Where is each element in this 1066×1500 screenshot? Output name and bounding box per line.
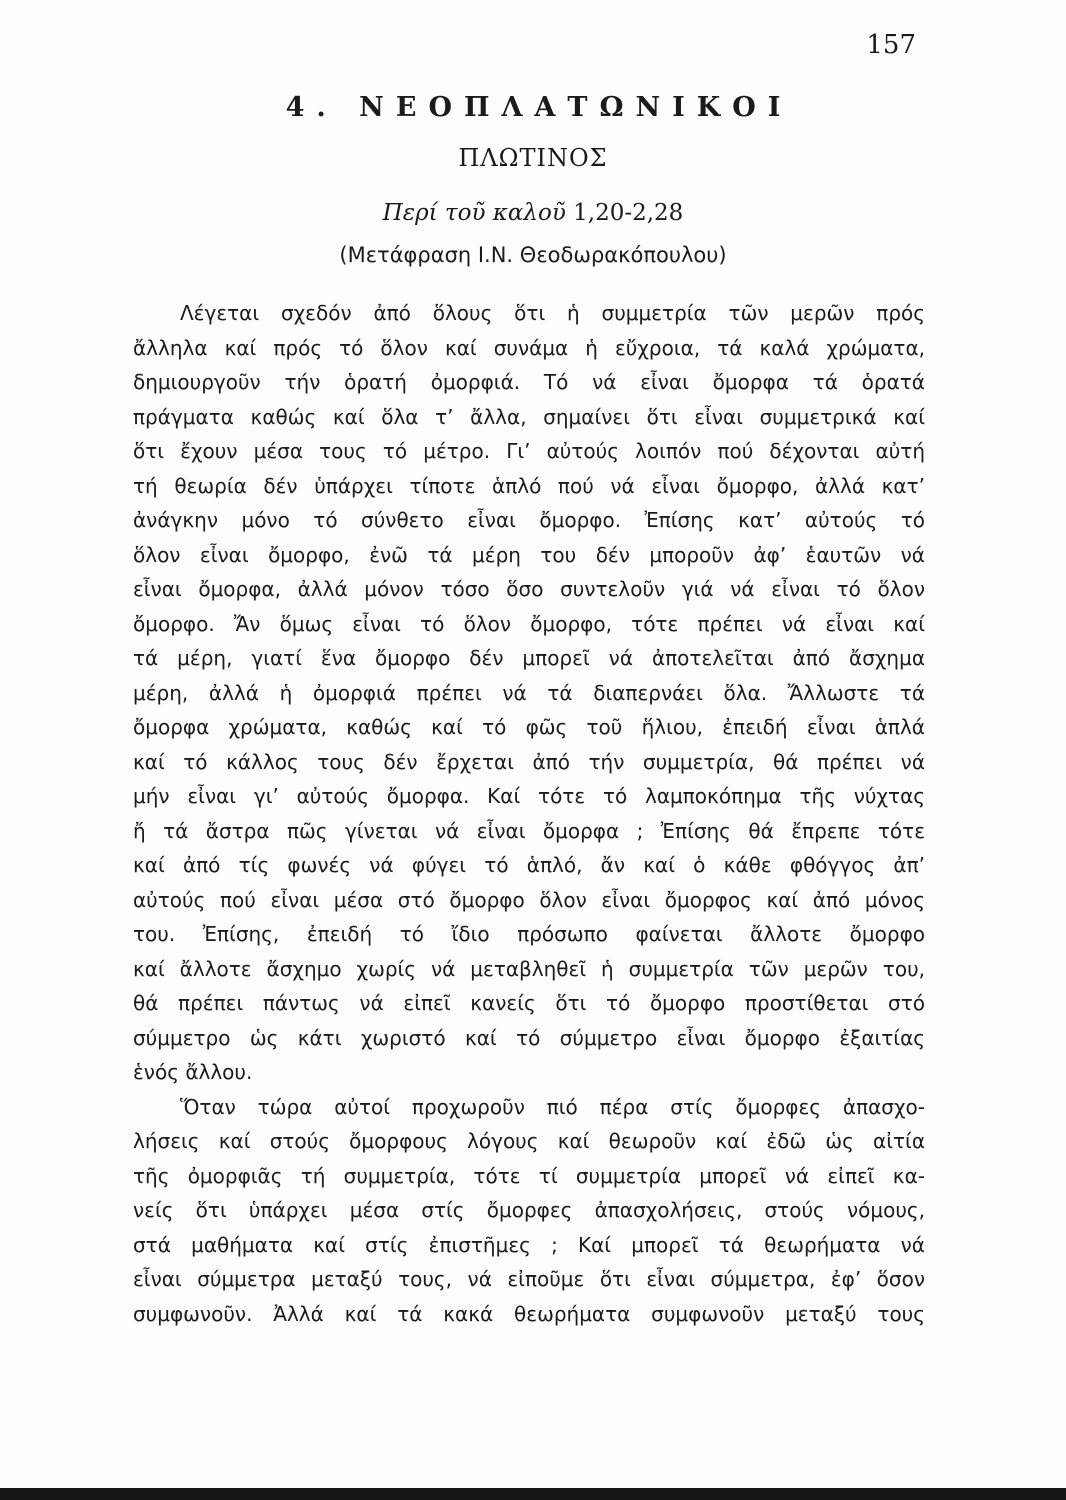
text-line: καί τό κάλλος τους δέν ἔρχεται ἀπό τήν συμμετρία, θά πρέπει νά — [133, 749, 925, 774]
text-line: ὄμορφο. Ἄν ὅμως εἶναι τό ὅλον ὄμορφο, τότε πρέπει νά εἶναι καί — [133, 611, 925, 636]
body-text — [133, 296, 925, 1331]
author-heading: ΠΛΩΤΙΝΟΣ — [458, 144, 608, 172]
text-line: ὅλον εἶναι ὄμορφο, ἐνῶ τά μέρη του δέν μποροῦν ἀφ’ ἑαυτῶν νά — [133, 542, 925, 567]
page-number: 157 — [866, 30, 916, 60]
chapter-heading: 4. ΝΕΟΠΛΑΤΩΝΙΚΟΙ — [285, 92, 793, 123]
text-line: του. Ἐπίσης, ἐπειδή τό ἴδιο πρόσωπο φαίνεται ἄλλοτε ὄμορφο — [133, 922, 925, 946]
translator-note: (Μετάφραση Ι.Ν. Θεοδωρακόπουλου) — [339, 243, 727, 267]
text-line: Λέγεται σχεδόν ἀπό ὅλους ὅτι ἡ συμμετρία τῶν μερῶν πρός — [180, 301, 925, 325]
text-line: ὄμορφα χρώματα, καθώς καί τό φῶς τοῦ ἥλιου, ἐπειδή εἶναι ἁπλά — [133, 715, 925, 739]
text-line: ὅτι ἔχουν μέσα τους τό μέτρο. Γι’ αὐτούς λοιπόν πού δέχονται αὐτή — [133, 439, 925, 463]
text-line: καί ἄλλοτε ἄσχημο χωρίς νά μεταβληθεῖ ἡ συμμετρία τῶν μερῶν του, — [133, 956, 925, 981]
text-line: ἄλληλα καί πρός τό ὅλον καί συνάμα ἡ εὔχροια, τά καλά χρώματα, — [133, 335, 925, 360]
text-line: τῆς ὀμορφιᾶς τή συμμετρία, τότε τί συμμετρία μπορεῖ νά εἰπεῖ κα- — [133, 1163, 925, 1188]
text-line: θά πρέπει πάντως νά εἰπεῖ κανείς ὅτι τό ὄμορφο προστίθεται στό — [133, 991, 925, 1015]
text-line: δημιουργοῦν τήν ὁρατή ὀμορφιά. Τό νά εἶναι ὄμορφα τά ὁρατά — [133, 370, 925, 394]
text-line: αὐτούς πού εἶναι μέσα στό ὄμορφο ὅλον εἶναι ὄμορφος καί ἀπό μόνος — [133, 887, 925, 912]
text-line: στά μαθήματα καί στίς ἐπιστῆμες ; Καί μπορεῖ τά θεωρήματα νά — [133, 1232, 925, 1257]
text-line: εἶναι ὄμορφα, ἀλλά μόνον τόσο ὅσο συντελοῦν γιά νά εἶναι τό ὅλον — [133, 577, 925, 601]
text-line: πράγματα καθώς καί ὅλα τ’ ἄλλα, σημαίνει ὅτι εἶναι συμμετρικά καί — [133, 404, 925, 429]
text-line: εἶναι σύμμετρα μεταξύ τους, νά εἰποῦμε ὅτι εἶναι σύμμετρα, ἐφ’ ὅσον — [133, 1267, 925, 1291]
text-line: ἤ τά ἄστρα πῶς γίνεται νά εἶναι ὄμορφα ; Ἐπίσης θά ἔπρεπε τότε — [133, 818, 925, 843]
text-line: συμφωνοῦν. Ἀλλά καί τά κακά θεωρήματα συμφωνοῦν μεταξύ τους — [133, 1301, 925, 1326]
work-title-line — [0, 200, 1066, 226]
text-line: ἀνάγκην μόνο τό σύνθετο εἶναι ὄμορφο. Ἐπίσης κατ’ αὐτούς τό — [133, 508, 925, 532]
text-line: Ὅταν τώρα αὐτοί προχωροῦν πιό πέρα στίς ὄμορφες ἀπασχο- — [180, 1094, 925, 1119]
scan-bottom-edge — [0, 1488, 1066, 1500]
text-line: τά μέρη, γιατί ἕνα ὄμορφο δέν μπορεῖ νά ἀποτελεῖται ἀπό ἄσχημα — [133, 646, 925, 670]
text-line: νείς ὅτι ὑπάρχει μέσα στίς ὄμορφες ἀπασχολήσεις, στούς νόμους, — [133, 1198, 925, 1222]
text-line: μέρη, ἀλλά ἡ ὀμορφιά πρέπει νά τά διαπερνάει ὅλα. Ἄλλωστε τά — [133, 680, 925, 705]
text-line: λήσεις καί στούς ὄμορφους λόγους καί θεωροῦν καί ἐδῶ ὡς αἰτία — [133, 1129, 925, 1153]
text-line: μήν εἶναι γι’ αὐτούς ὄμορφα. Καί τότε τό λαμποκόπημα τῆς νύχτας — [133, 784, 925, 808]
work-title: Περί τοῦ καλοῦ — [382, 200, 566, 226]
text-line: σύμμετρο ὡς κάτι χωριστό καί τό σύμμετρο εἶναι ὄμορφο ἐξαιτίας — [133, 1025, 925, 1050]
text-line: τή θεωρία δέν ὑπάρχει τίποτε ἁπλό πού νά εἶναι ὄμορφο, ἀλλά κατ’ — [133, 473, 925, 498]
work-reference: 1,20-2,28 — [573, 200, 684, 226]
text-line: καί ἀπό τίς φωνές νά φύγει τό ἁπλό, ἄν καί ὁ κάθε φθόγγος ἀπ’ — [133, 853, 925, 877]
text-line: ἑνός ἄλλου. — [133, 1060, 253, 1084]
